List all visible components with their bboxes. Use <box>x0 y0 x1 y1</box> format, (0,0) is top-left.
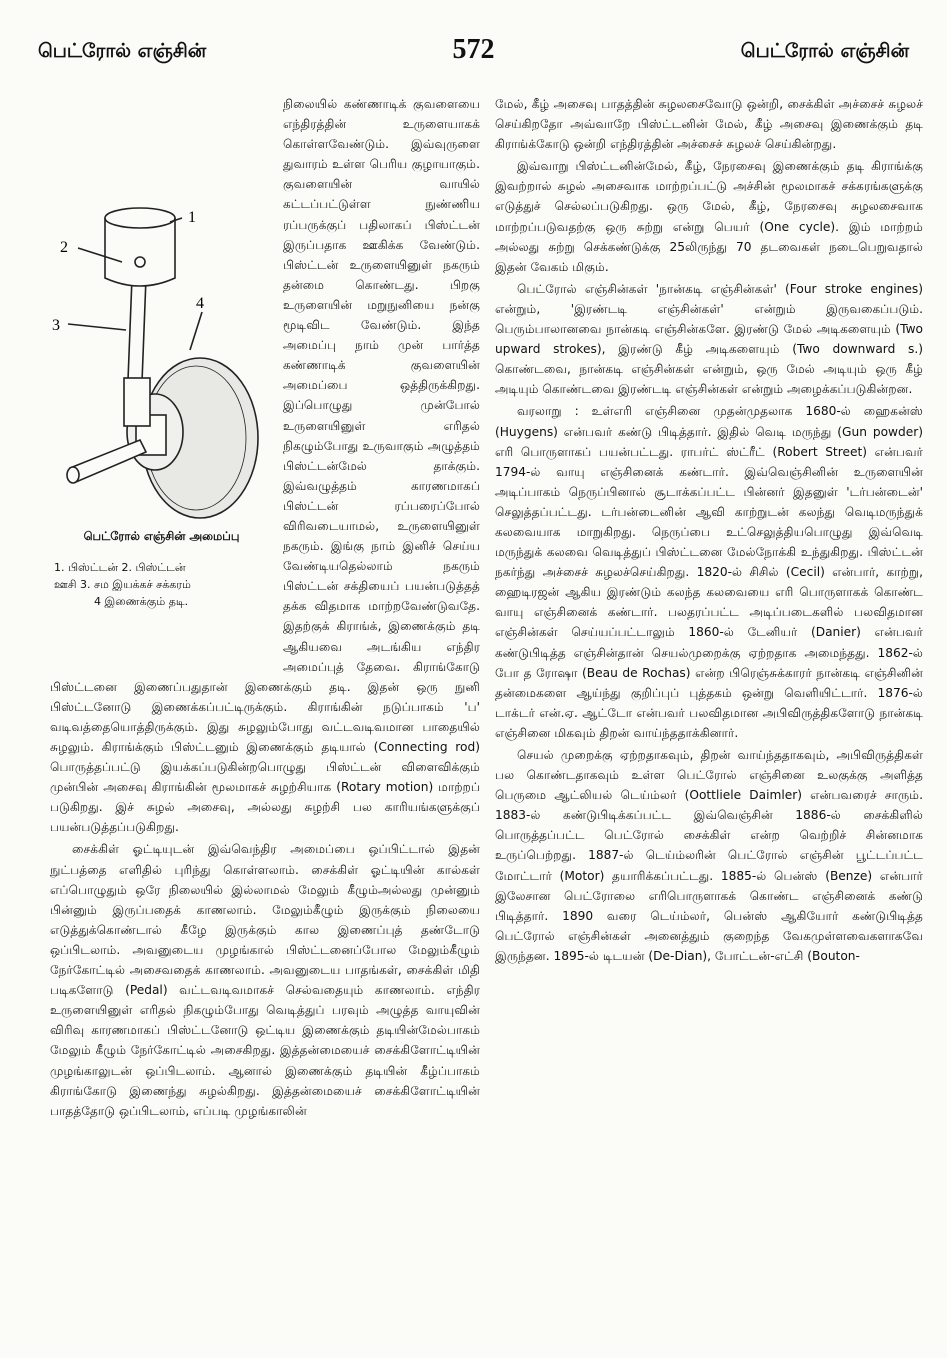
engine-figure <box>50 200 273 670</box>
label-1: 1 <box>188 209 196 226</box>
body-columns <box>50 94 923 1344</box>
label-4: 4 <box>196 295 204 312</box>
paragraph: செயல் முறைக்கு ஏற்றதாகவும், திறன் வாய்ந்ததாகவும், அபிவிருத்திகள் பல கொண்டதாகவும் உள்ள பெட்ரோல் எஞ்சினை உலகுக்கு அளித்த பெருமை ஆட்லியல் டெய்ம்லர் (Oottliele Daimler) என்பவரைச் சாரும். 1883-ல் கண்டுபிடிக்கப்பட்ட இவ்வெஞ்சின் 1886-ல் சைக்கிளில் பொருத்தப்பட்ட பெட்ரோல் சைக்கிள் என்ற வெற்றிச் சின்னமாக உருப்பெற்றது. 1887-ல் டெய்ம்லரின் பெட்ரோல் எஞ்சின் பூட்டப்பட்ட மோட்டார் (Motor) தயாரிக்கப்பட்டது. 1885-ல் பென்ஸ் (Benze) என்பார் இலேசான பெட்ரோலை எரிபொருளாகக் கொண்ட எஞ்சினைக் கண்டு பிடித்தார். 1890 வரை டெய்ம்லர், பென்ஸ் ஆகியோர் கண்டுபிடித்த பெட்ரோல் எஞ்சின்கள் அனைத்தும் குறைந்த வேகமுள்ளவைகளாகவே இருந்தன. 1895-ல் டிடயன் (De-Dian), போட்டன்-எட்சி (Bouton- <box>495 748 923 963</box>
header-left-title: பெட்ரோல் எஞ்சின் <box>38 40 207 62</box>
header-right-title: பெட்ரோல் எஞ்சின் <box>740 40 909 62</box>
figure-legend <box>50 559 273 610</box>
right-column <box>495 94 923 1344</box>
paragraph: நிலையில் கண்ணாடிக் குவளையை எந்திரத்தின் உருளையாகக் கொள்ளவேண்டும். இவ்வுருளை துவாரம் உள்ள பெரிய குழாயாகும். குவளையின் வாயில் கட்டப்பட்டுள்ள நுண்ணிய ரப்பருக்குப் பதிலாகப் பிஸ்ட்டன் இருப்பதாக ஊகிக்க வேண்டும். பிஸ்ட்டன் உருளையினுள் நகரும் தன்மை கொண்டது. பிறகு உருளையின் மறுநுனியை நன்கு மூடிவிட வேண்டும். இந்த அமைப்பு நாம் முன் பார்த்த கண்ணாடிக் குவளையின் அமைப்பை ஒத்திருக்கிறது. இப்பொழுது முன்போல் உருளையினுள் எரிதல் நிகழும்போது உருவாகும் அழுத்தம் பிஸ்ட்டன்மேல் தாக்கும். இவ்வழுத்தம் காரணமாகப் பிஸ்ட்டன் ரப்பரைப்போல் விரிவடையாமல், உருளையினுள் நகரும். இங்கு நாம் இனிச் செய்ய வேண்டியதெல்லாம் நகரும் பிஸ்ட்டன் சக்தியைப் பயன்படுத்தத் தக்க விதமாக மாற்றவேண்டுவதே. இதற்குக் கிராங்க், இணைக்கும் தடி ஆகியவை அடங்கிய எந்திர அமைப்புத் தேவை. கிராங்கோடு பிஸ்ட்டனை இணைப்பதுதான் இணைக்கும் தடி. இதன் ஒரு நுனி பிஸ்ட்டனோடு இணைக்கப்பட்டிருக்கும். கிராங்கின் நடுப்பாகம் 'ப' வடிவத்தையொத்திருக்கும். இது சுழலும்போது வட்டவடிவமான பாதையில் சுழலும். கிராங்க்கும் பிஸ்ட்டனும் இணைக்கும் தடியால் (Connecting rod) பொருத்தப்பட்டு இயக்கப்படுகின்றபொழுது பிஸ்ட்டன் விளைவிக்கும் முன்பின் அசைவு கிராங்கின் மூலமாகச் சுழற்சியாக (Rotary motion) மாற்றப் படுகிறது. இச் சுழல் அசைவு, அல்லது சுழற்சி பல காரியங்களுக்குப் பயன்படுத்தப்படுகிறது. <box>50 97 480 835</box>
running-header <box>30 34 917 84</box>
figure-caption-title: பெட்ரோல் எஞ்சின் அமைப்பு <box>83 529 240 543</box>
legend-line: 1. பிஸ்ட்டன் 2. பிஸ்ட்டன் <box>54 561 186 574</box>
page-number: 572 <box>452 34 495 65</box>
paragraph: சைக்கிள் ஓட்டியுடன் இவ்வெந்திர அமைப்பை ஒப்பிட்டால் இதன் நுட்பத்தை எளிதில் புரிந்து கொள்ளலாம். சைக்கிள் ஓட்டியின் கால்கள் எப்பொழுதும் ஒரே நிலையில் இல்லாமல் மேலும் கீழும்அல்லது முன்னும் பின்னும் இருப்பதைக் காணலாம். மேலும்கீழும் இருக்கும் நிலையை எடுத்துக்கொண்டால் கீழே இருக்கும் கால இணைப்புத் தண்டோடு ஒப்பிடலாம். அவனுடைய முழங்கால் பிஸ்ட்டனைப்போல மேலும்கீழும் நேர்கோட்டில் அசைவதைக் காணலாம். அவனுடைய பாதங்கள், சைக்கிள் மிதி படிகளோடு (Pedal) வட்டவடிவமாகச் செல்வதையும் காணலாம். எந்திர உருளையினுள் எரிதல் நிகழும்போது வெடித்துப் பரவும் அழுத்த வாயுவின் விரிவு காரணமாகப் பிஸ்ட்டனோடு ஒட்டிய இணைக்கும் தடியின்மேல்பாகம் மேலும் கீழும் நேர்கோட்டில் அசைகிறது. இத்தன்மையைச் சைக்கிளோட்டியின் முழங்காலுடன் ஒப்பிடலாம். ஆனால் இணைக்கும் தடியின் கீழ்ப்பாகம் கிராங்கோடு இணைந்து சுழல்கிறது. இத்தன்மையைச் சைக்கிளோட்டியின் பாதத்தோடு ஒப்பிடலாம், எப்படி முழங்காலின் <box>50 842 480 1118</box>
legend-line: 4 இணைக்கும் தடி. <box>94 595 189 608</box>
engine-diagram <box>50 200 273 522</box>
left-column <box>50 94 480 1344</box>
legend-line: ஊசி 3. சம இயக்கச் சக்கரம் <box>54 578 191 591</box>
paragraph: பெட்ரோல் எஞ்சின்கள் 'நான்கடி எஞ்சின்கள்' (Four stroke engines) என்றும், 'இரண்டடி எஞ்சின்கள்' என்றும் இருவகைப்படும். பெரும்பாலானவை நான்கடி எஞ்சின்களே. இரண்டு மேல் அடிகளையும் (Two upward strokes), இரண்டு கீழ் அடிகளையும் (Two downward s.) கொண்டவை, நான்கடி எஞ்சின்கள் என்றும், ஒரு மேல் அடியும் ஒரு கீழ் அடியும் கொண்டவை இரண்டடி எஞ்சின்கள் என்றும் அழைக்கப்படுகின்றன. <box>495 281 923 397</box>
paragraph: வரலாறு : உள்எரி எஞ்சினை முதன்முதலாக 1680-ல் ஹைகன்ஸ் (Huygens) என்பவர் கண்டு பிடித்தார். இதில் வெடி மருந்து (Gun powder) எரி பொருளாகப் பயன்பட்டது. ராபர்ட் ஸ்ட்ரீட் (Robert Street) என்பவர் 1794-ல் வாயு எஞ்சினைக் கண்டார். இவ்வெஞ்சினின் உருளையின் அடிப்பாகம் நெருப்பினால் சூடாக்கப்பட்ட பின்னர் இதனுள் 'டர்பன்டைன்' செலுத்தப்பட்டது. டர்பன்டைனின் ஆவி காற்றுடன் கலந்து வெடிமருந்துக் கலவையாக மாறுகிறது. நெருப்பை உட்செலுத்தியபொழுது இவ்வெடி மருந்துக் கலவை வெடித்துப் பிஸ்ட்டனை மேல்நோக்கி உந்துகிறது. பிஸ்ட்டன் நகர்ந்து அச்சைச் சுழலச்செய்கிறது. 1820-ல் சிசில் (Cecil) என்பார், காற்று, ஹைடிரஜன் ஆகிய இரண்டும் கலந்த கலவையை எரி பொருளாகக் கொண்ட வாயு எஞ்சினைக் கண்டார். பலதரப்பட்ட அடிப்படைகளில் பலவிதமான எஞ்சின்கள் செய்யப்பட்டாலும் 1860-ல் டேனியர் (Danier) என்பவர் கண்டுபிடித்த எஞ்சின்தான் செயல்முறைக்கு ஏற்றதாக அமைந்தது. 1862-ல் போ த ரோஷா (Beau de Rochas) என்ற பிரெஞ்சுக்காரர் நான்கடி எஞ்சினின் தன்மைகளை ஆய்ந்து குறிப்புப் புத்தகம் ஒன்று வெளியிட்டார். 1876-ல் டாக்டர் என்.ஏ. ஆட்டோ என்பவர் பலவிதமான அபிவிருத்திகளோடு நான்கடி எஞ்சினை மிகவும் திறன் வாய்ந்ததாக்கினார். <box>495 404 923 740</box>
label-2: 2 <box>60 239 68 256</box>
paragraph: மேல், கீழ் அசைவு பாதத்தின் சுழலசைவோடு ஒன்றி, சைக்கிள் அச்சைச் சுழலச் செய்கிறதோ அவ்வாறே பிஸ்ட்டனின் மேல், கீழ் அசைவு இணைக்கும் தடி கிராங்க்கோடு ஒன்றி எந்திரத்தின் அச்சைச் சுழலச் செய்கின்றது. <box>495 97 923 152</box>
crank-shaft-shape <box>70 440 146 482</box>
label-3: 3 <box>52 317 60 334</box>
paragraph: இவ்வாறு பிஸ்ட்டனின்மேல், கீழ், நேரசைவு இணைக்கும் தடி கிராங்க்கு இவற்றால் சுழல் அசைவாக மாற்றப்பட்டு அச்சின் மூலமாகச் சக்கரங்களுக்கு எடுத்துச் செல்லப்படுகிறது. ஒரு மேல், கீழ், நேரசைவு சுழலசைவாக மாற்றப்படுவதற்கு ஒரு சுற்று என்று பெயர் (One cycle). இம் மாற்றம் அல்லது சுற்று செக்கண்டுக்கு 25லிருந்து 70 தடவைகள் நடைபெறுவதால் இதன் வேகம் மிகும். <box>495 159 923 274</box>
